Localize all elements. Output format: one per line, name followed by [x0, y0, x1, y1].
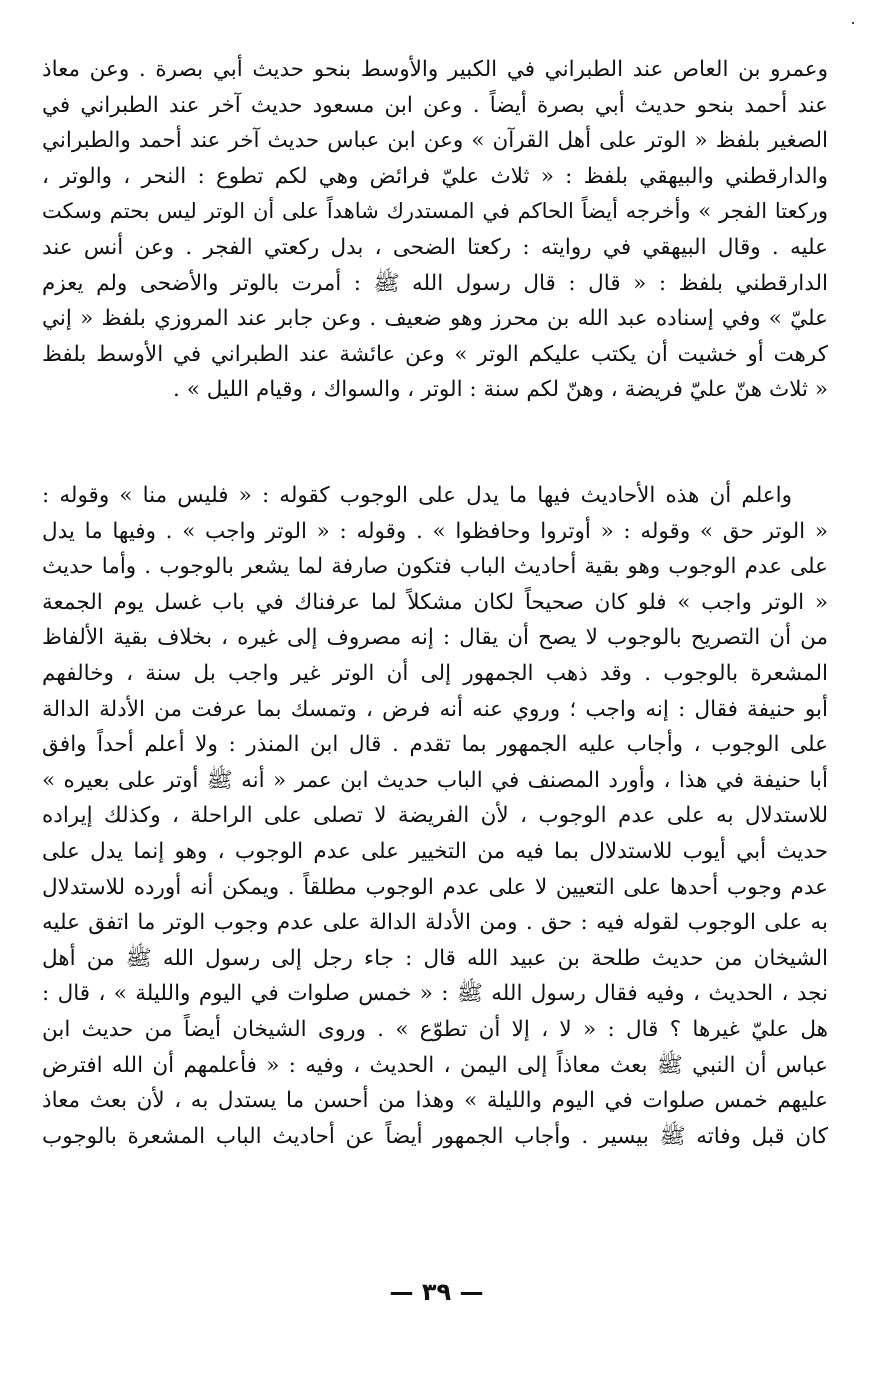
text-line: « الوتر واجب » فلو كان صحيحاً لكان مشكلاً لما عرفناك في باب غسل يوم الجمعة	[42, 589, 828, 615]
text-line: الدارقطني بلفظ : « قال : قال رسول الله ﷺ : أمرت بالوتر والأضحى ولم يعزم	[42, 270, 828, 296]
text-line: عليه . وقال البيهقي في روايته : ركعتا الضحى ، بدل ركعتي الفجر . وعن أنس عند	[42, 234, 828, 260]
text-line: عدم وجوب أحدها على التعيين لا على عدم الوجوب مطلقاً . ويمكن أنه أورده للاستدلال	[42, 874, 828, 900]
text-line: والدارقطني والبيهقي بلفظ : « ثلاث عليّ فرائض وهي لكم تطوع : النحر ، والوتر ،	[42, 163, 828, 189]
text-line: للاستدلال به على عدم الوجوب ، لأن الفريضة لا تصلى على الراحلة ، وكذلك إيراده	[42, 803, 828, 829]
text-line: عند أحمد بنحو حديث أبي بصرة أيضاً . وعن ابن مسعود حديث آخر عند الطبراني في	[42, 92, 828, 118]
text-line: حديث أبي أيوب للاستدلال بما فيه من التخيير على عدم الوجوب ، وهو إنما يدل على	[42, 838, 828, 864]
page-number: — ٣٩ —	[389, 1278, 484, 1306]
text-line: عليهم خمس صلوات في اليوم والليلة » وهذا من أحسن ما يستدل به ، لأن بعث معاذ	[42, 1088, 828, 1114]
text-line: واعلم أن هذه الأحاديث فيها ما يدل على الوجوب كقوله : « فليس منا » وقوله :	[42, 483, 792, 508]
text-line: به على الوجوب لقوله فيه : حق . ومن الأدلة الدالة على عدم وجوب الوتر ما اتفق عليه	[42, 910, 828, 936]
text-line: هل عليّ غيرها ؟ قال : « لا ، إلا أن تطوّع » . وروى الشيخان أيضاً من حديث ابن	[42, 1016, 828, 1042]
text-line: عليّ » وفي إسناده عبد الله بن محرز وهو ضعيف . وعن جابر عند المروزي بلفظ « إني	[42, 306, 828, 332]
paragraph-1	[42, 52, 828, 408]
text-line: « ثلاث هنّ عليّ فريضة ، وهنّ لكم سنة : الوتر ، والسواك ، وقيام الليل » .	[173, 377, 828, 403]
paragraph-2	[42, 478, 828, 1154]
text-line: أبو حنيفة فقال : إنه واجب ؛ وروي عنه أنه فرض ، وتمسك بما عرفت من الأدلة الدالة	[42, 696, 828, 722]
text-line: كان قبل وفاته ﷺ بيسير . وأجاب الجمهور أيضاً عن أحاديث الباب المشعرة بالوجوب	[42, 1123, 828, 1149]
text-line: على عدم الوجوب وهو بقية أحاديث الباب فتكون صارفة لما يشعر بالوجوب . وأما حديث	[42, 554, 828, 580]
text-line: على الوجوب ، وأجاب عليه الجمهور بما تقدم . قال ابن المنذر : ولا أعلم أحداً وافق	[42, 732, 828, 758]
text-line: عباس أن النبي ﷺ بعث معاذاً إلى اليمن ، الحديث ، وفيه : « فأعلمهم أن الله افترض	[42, 1052, 828, 1078]
text-line: نجد ، الحديث ، وفيه فقال رسول الله ﷺ : « خمس صلوات في اليوم والليلة » ، قال :	[42, 981, 828, 1007]
scan-artifact	[852, 22, 854, 24]
text-line: وعمرو بن العاص عند الطبراني في الكبير والأوسط بنحو حديث أبي بصرة . وعن معاذ	[42, 57, 828, 82]
text-line: المشعرة بالوجوب . وقد ذهب الجمهور إلى أن الوتر غير واجب بل سنة ، وخالفهم	[42, 660, 828, 686]
text-line: الشيخان من حديث طلحة بن عبيد الله قال : جاء رجل إلى رسول الله ﷺ من أهل	[42, 945, 828, 971]
text-line: الصغير بلفظ « الوتر على أهل القرآن » وعن ابن عباس حديث آخر عند أحمد والطبراني	[42, 128, 828, 154]
text-line: وركعتا الفجر » وأخرجه أيضاً الحاكم في المستدرك شاهداً على أن الوتر ليس بحتم وسكت	[42, 199, 828, 224]
text-line: « الوتر حق » وقوله : « أوتروا وحافظوا » . وقوله : « الوتر واجب » . وفيها ما يدل	[42, 518, 828, 544]
text-line: أبا حنيفة في هذا ، وأورد المصنف في الباب حديث ابن عمر « أنه ﷺ أوتر على بعيره »	[42, 767, 828, 793]
text-line: كرهت أو خشيت أن يكتب عليكم الوتر » وعن عائشة عند الطبراني في الأوسط بلفظ	[42, 341, 828, 367]
text-line: من أن التصريح بالوجوب لا يصح أن يقال : إنه مصروف إلى غيره ، بخلاف بقية الألفاظ	[42, 625, 828, 651]
